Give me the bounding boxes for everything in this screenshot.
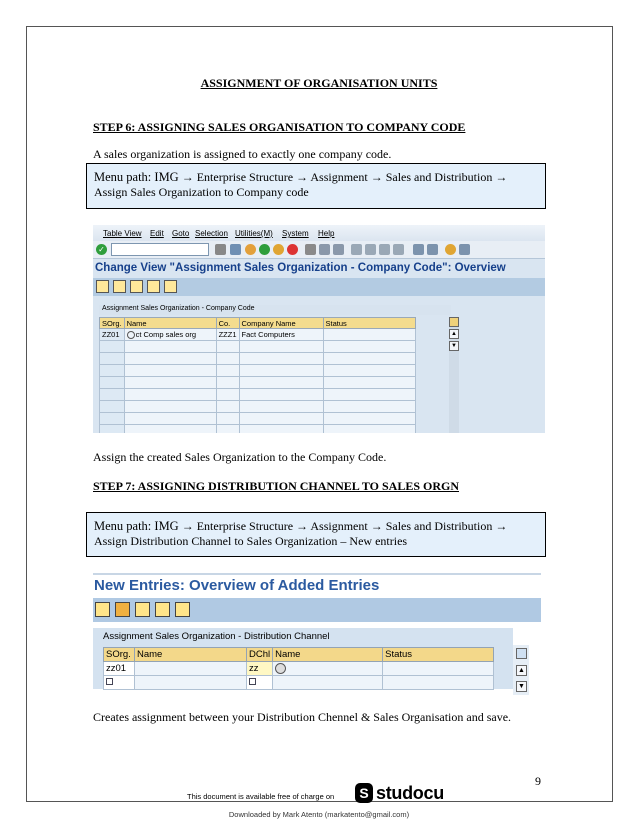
table-row[interactable] (104, 676, 494, 690)
col-company-name[interactable]: Company Name (239, 318, 323, 329)
menu-edit[interactable]: Edit (150, 229, 164, 238)
sap-screen-title: Change View "Assignment Sales Organization - Company Code": Overview (95, 262, 506, 274)
page-number: 9 (535, 774, 541, 788)
step7-heading: STEP 7: ASSIGNING DISTRIBUTION CHANNEL TO SALES ORGN (93, 479, 459, 493)
downloaded-by-note: Downloaded by Mark Atento (markatento@gmail.com) (228, 810, 410, 819)
previous-page-icon[interactable] (365, 244, 376, 255)
shortcut-icon[interactable] (427, 244, 438, 255)
studocu-logo-icon: S (355, 783, 373, 803)
sap-screen-title: New Entries: Overview of Added Entries (94, 577, 380, 594)
command-field[interactable] (111, 243, 209, 256)
deselect-all-icon[interactable] (164, 280, 177, 293)
col-name[interactable]: Name (124, 318, 216, 329)
cell-name[interactable] (135, 662, 247, 676)
select-block-icon[interactable] (147, 280, 160, 293)
step7-menu-path-box (86, 512, 546, 557)
col-sorg[interactable]: SOrg. (104, 648, 135, 662)
layout-menu-icon[interactable] (459, 244, 470, 255)
table-row[interactable] (104, 662, 494, 676)
sap-table-panel-title: Assignment Sales Organization - Company Code (99, 305, 451, 315)
table-row[interactable] (100, 341, 416, 353)
checkbox-icon[interactable] (249, 678, 256, 685)
sap-table-panel (93, 628, 513, 689)
studocu-logo[interactable] (355, 782, 444, 804)
other-view-icon[interactable] (113, 280, 126, 293)
find-next-icon[interactable] (333, 244, 344, 255)
studocu-logo-text: studocu (376, 782, 444, 803)
cancel-icon[interactable] (287, 244, 298, 255)
select-block-icon[interactable] (155, 602, 170, 617)
scroll-down-button[interactable]: ▼ (449, 341, 459, 351)
sap-table-panel-title: Assignment Sales Organization - Distribution Channel (103, 631, 330, 642)
cell-company-name[interactable]: Fact Computers (239, 329, 323, 341)
table-row[interactable] (100, 425, 416, 434)
scroll-up-button[interactable]: ▲ (449, 329, 459, 339)
col-sorg[interactable]: SOrg. (100, 318, 125, 329)
cell-name-text: ct Comp sales org (135, 329, 197, 339)
vertical-scrollbar[interactable] (449, 317, 459, 433)
display-change-icon[interactable] (95, 602, 110, 617)
col-name[interactable]: Name (135, 648, 247, 662)
col-status[interactable]: Status (323, 318, 415, 329)
step7-after-text: Creates assignment between your Distribution Chennel & Sales Organisation and save. (93, 710, 512, 724)
sap-screenshot-new-entries (93, 573, 541, 695)
sap-standard-toolbar (93, 241, 545, 259)
checkbox-icon[interactable] (106, 678, 113, 685)
cell-co[interactable]: ZZZ1 (216, 329, 239, 341)
exit-icon[interactable] (273, 244, 284, 255)
footer-note: This document is available free of charge on (187, 792, 335, 801)
vertical-scrollbar[interactable] (513, 645, 529, 695)
save-icon[interactable] (245, 244, 256, 255)
back-icon[interactable] (259, 244, 270, 255)
cell-status[interactable] (323, 329, 415, 341)
column-settings-icon[interactable] (449, 317, 459, 327)
back-arrow-icon[interactable] (230, 244, 241, 255)
column-settings-icon[interactable] (516, 648, 527, 659)
dropdown-icon[interactable] (215, 244, 226, 255)
deselect-all-icon[interactable] (175, 602, 190, 617)
cell-dchl[interactable]: zz (247, 662, 273, 676)
sap-assignment-table (99, 317, 416, 433)
next-page-icon[interactable] (379, 244, 390, 255)
delete-icon[interactable] (115, 602, 130, 617)
new-session-icon[interactable] (413, 244, 424, 255)
document-title: ASSIGNMENT OF ORGANISATION UNITS (200, 76, 438, 90)
sap-distribution-table (103, 647, 494, 690)
menu-path-lead: Menu path: IMG (94, 170, 179, 184)
enter-check-icon[interactable]: ✓ (96, 244, 107, 255)
menu-help[interactable]: Help (318, 229, 335, 238)
menu-utilities[interactable]: Utilities(M) (235, 229, 273, 238)
display-change-icon[interactable] (96, 280, 109, 293)
step6-intro: A sales organization is assigned to exactly one company code. (93, 147, 392, 161)
sap-screenshot-change-view (93, 225, 545, 433)
col-co[interactable]: Co. (216, 318, 239, 329)
table-row[interactable] (100, 353, 416, 365)
cell-name-2[interactable] (273, 662, 383, 676)
step6-heading: STEP 6: ASSIGNING SALES ORGANISATION TO COMPANY CODE (93, 120, 466, 134)
table-row[interactable] (100, 389, 416, 401)
last-page-icon[interactable] (393, 244, 404, 255)
table-row[interactable] (100, 365, 416, 377)
cell-status[interactable] (383, 662, 494, 676)
table-row[interactable] (100, 413, 416, 425)
select-all-icon[interactable] (135, 602, 150, 617)
cell-sorg[interactable] (104, 676, 135, 690)
sap-application-toolbar (93, 598, 541, 622)
sap-menu-bar (93, 225, 545, 241)
divider (93, 573, 541, 575)
menu-selection[interactable]: Selection (195, 229, 228, 238)
sap-application-toolbar (93, 278, 545, 296)
cell-name[interactable] (124, 329, 216, 341)
menu-table-view[interactable]: Table View (103, 229, 142, 238)
table-row[interactable] (100, 401, 416, 413)
menu-path-lead: Menu path: IMG (94, 519, 179, 533)
help-icon[interactable] (445, 244, 456, 255)
table-row[interactable] (100, 377, 416, 389)
select-all-icon[interactable] (130, 280, 143, 293)
cell-dchl[interactable] (247, 676, 273, 690)
step6-after-text: Assign the created Sales Organization to the Company Code. (93, 450, 387, 464)
cell-sorg[interactable]: zz01 (104, 662, 135, 676)
search-help-icon[interactable] (127, 331, 135, 339)
scroll-up-button[interactable]: ▲ (516, 665, 527, 676)
scroll-down-button[interactable]: ▼ (516, 681, 527, 692)
cell-sorg[interactable]: ZZ01 (100, 329, 125, 341)
print-icon[interactable] (305, 244, 316, 255)
table-row[interactable] (100, 329, 416, 341)
col-name-2[interactable]: Name (273, 648, 383, 662)
find-icon[interactable] (319, 244, 330, 255)
first-page-icon[interactable] (351, 244, 362, 255)
menu-path-text: → Enterprise Structure → Assignment → Sales and Distribution → Assign Distribution Channel to Sales Organization – New entries (94, 519, 508, 548)
search-help-icon[interactable] (275, 663, 286, 674)
menu-system[interactable]: System (282, 229, 309, 238)
col-status[interactable]: Status (383, 648, 494, 662)
step6-menu-path-box (86, 163, 546, 209)
col-dchl[interactable]: DChl (247, 648, 273, 662)
menu-path-text: → Enterprise Structure → Assignment → Sales and Distribution → Assign Sales Organization to Company code (94, 170, 508, 199)
menu-goto[interactable]: Goto (172, 229, 190, 238)
